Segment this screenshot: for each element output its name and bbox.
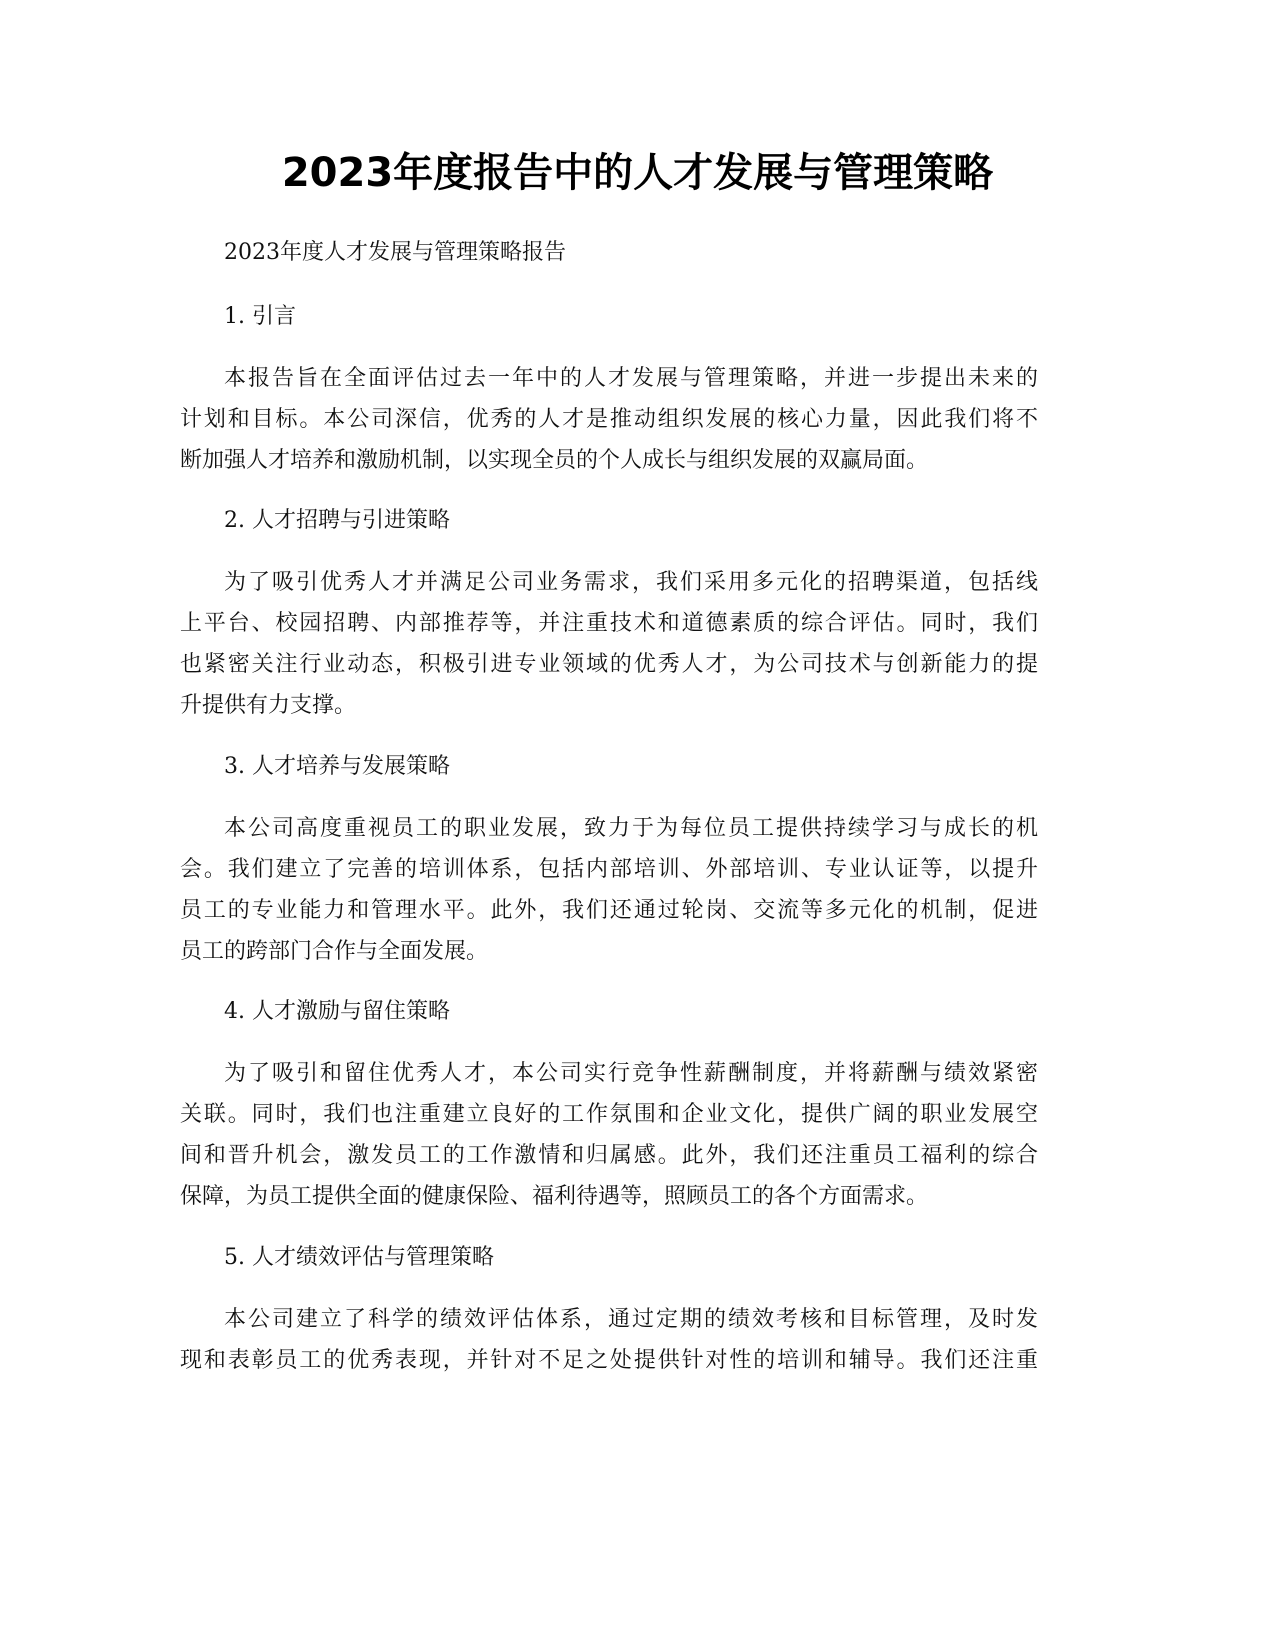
section-paragraph-intro — [180, 358, 1038, 481]
section-heading-training — [180, 746, 1038, 787]
paragraph-line: 员工的跨部门合作与全面发展。 — [180, 939, 489, 964]
paragraph-line: 保障，为员工提供全面的健康保险、福利待遇等，照顾员工的各个方面需求。 — [180, 1184, 929, 1209]
paragraph-line: 关联。同时，我们也注重建立良好的工作氛围和企业文化，提供广阔的职业发展空 — [180, 1102, 1038, 1127]
section-paragraph-training — [180, 808, 1038, 972]
paragraph-line: 现和表彰员工的优秀表现，并针对不足之处提供针对性的培训和辅导。我们还注重 — [180, 1348, 1038, 1373]
paragraph-line: 会。我们建立了完善的培训体系，包括内部培训、外部培训、专业认证等，以提升 — [180, 857, 1038, 882]
paragraph-line: 上平台、校园招聘、内部推荐等，并注重技术和道德素质的综合评估。同时，我们 — [180, 611, 1038, 636]
paragraph-line: 本公司建立了科学的绩效评估体系，通过定期的绩效考核和目标管理，及时发 — [224, 1307, 1038, 1332]
section-heading-recruitment — [180, 500, 1038, 541]
paragraph-line: 本报告旨在全面评估过去一年中的人才发展与管理策略，并进一步提出未来的 — [224, 366, 1038, 391]
paragraph-line: 为了吸引和留住优秀人才，本公司实行竞争性薪酬制度，并将薪酬与绩效紧密 — [224, 1061, 1038, 1086]
section-heading: 5. 人才绩效评估与管理策略 — [224, 1245, 494, 1270]
paragraph-line: 为了吸引优秀人才并满足公司业务需求，我们采用多元化的招聘渠道，包括线 — [224, 570, 1038, 595]
section-paragraph-recruitment — [180, 562, 1038, 726]
document-subtitle — [180, 232, 1038, 273]
paragraph-line: 计划和目标。本公司深信，优秀的人才是推动组织发展的核心力量，因此我们将不 — [180, 407, 1038, 432]
paragraph-line: 断加强人才培养和激励机制，以实现全员的个人成长与组织发展的双赢局面。 — [180, 448, 929, 473]
section-paragraph-performance — [180, 1299, 1038, 1381]
section-paragraph-retention — [180, 1053, 1038, 1217]
section-heading: 3. 人才培养与发展策略 — [224, 754, 450, 779]
subtitle-line: 2023年度人才发展与管理策略报告 — [224, 240, 566, 265]
section-heading-intro — [180, 296, 1038, 337]
paragraph-line: 员工的专业能力和管理水平。此外，我们还通过轮岗、交流等多元化的机制，促进 — [180, 898, 1038, 923]
document-title: 2023年度报告中的人才发展与管理策略 — [281, 150, 994, 196]
paragraph-line: 升提供有力支撑。 — [180, 693, 357, 718]
paragraph-line: 间和晋升机会，激发员工的工作激情和归属感。此外，我们还注重员工福利的综合 — [180, 1143, 1038, 1168]
paragraph-line: 也紧密关注行业动态，积极引进专业领域的优秀人才，为公司技术与创新能力的提 — [180, 652, 1038, 677]
section-heading-retention — [180, 991, 1038, 1032]
section-heading: 4. 人才激励与留住策略 — [224, 999, 450, 1024]
section-heading: 2. 人才招聘与引进策略 — [224, 508, 450, 533]
section-heading: 1. 引言 — [224, 304, 296, 329]
paragraph-line: 本公司高度重视员工的职业发展，致力于为每位员工提供持续学习与成长的机 — [224, 816, 1038, 841]
section-heading-performance — [180, 1237, 1038, 1278]
